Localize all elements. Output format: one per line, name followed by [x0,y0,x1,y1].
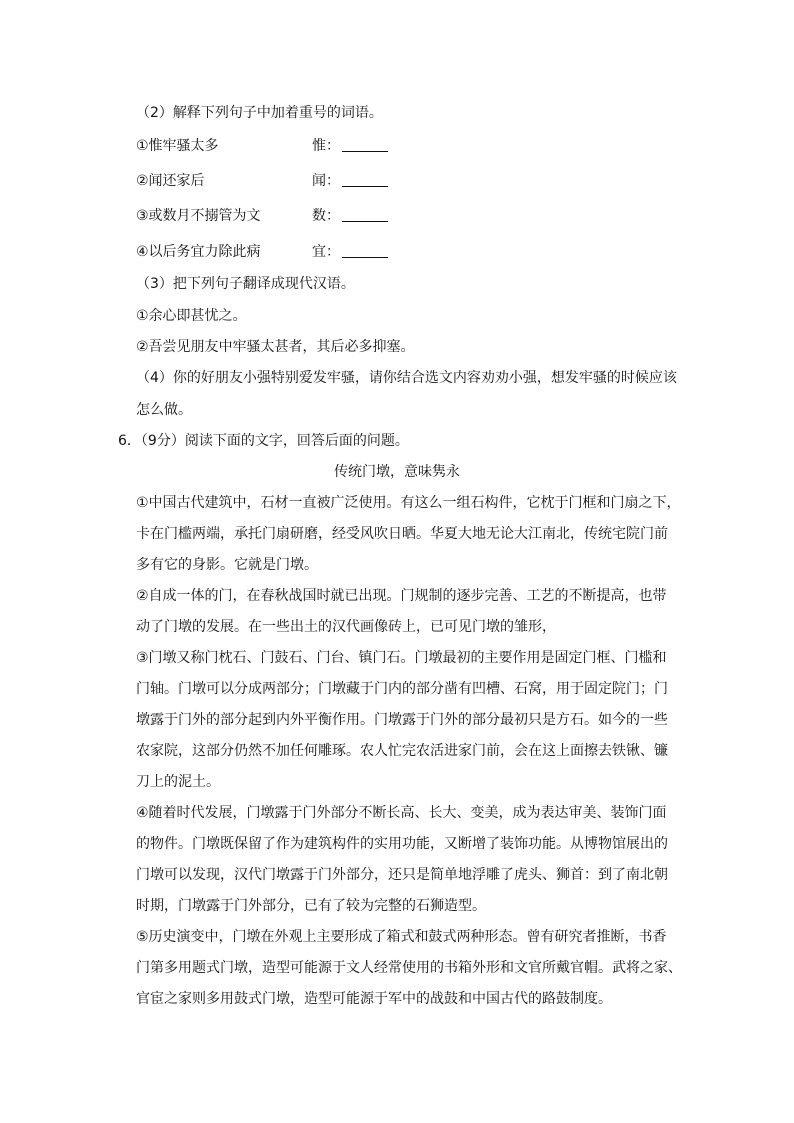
q3-item-1: ①余心即甚忧之。 [136,308,247,324]
q2-item-4-label: 宜： [312,244,340,260]
q2-item-2-sentence: ②闻还家后 [136,173,205,189]
q2-item-2-answer [312,171,388,191]
paragraph-1-line-2: 卡在门槛两端，承托门扇研磨，经受风吹日晒。华夏大地无论大江南北，传统宅院门前 [136,526,668,542]
paragraph-3-line-3: 墩露于门外的部分起到内外平衡作用。门墩露于门外的部分最初只是方石。如今的一些 [136,712,668,728]
paragraph-1-line-1: ①中国古代建筑中，石材一直被广泛使用。有这么一组石构件，它枕于门框和门扇之下， [136,495,681,511]
q2-item-2-blank[interactable] [342,172,388,187]
q3-item-2: ②吾尝见朋友中牢骚太甚者，其后必多抑塞。 [136,339,415,355]
paragraph-3-line-1: ③门墩又称门枕石、门鼓石、门台、镇门石。门墩最初的主要作用是固定门框、门槛和 [136,650,667,666]
q2-item-4-blank[interactable] [342,243,388,258]
paragraph-4-line-2: 的物件。门墩既保留了作为建筑构件的实用功能，又断增了装饰功能。从博物馆展出的 [136,836,668,852]
q2-item-2-label: 闻： [312,173,340,189]
article-paragraph-3 [136,643,668,798]
q3-heading: （3）把下列句子翻译成现代汉语。 [136,276,355,292]
q4-line-1: （4）你的好朋友小强特别爱发牢骚，请你结合选文内容劝劝小强，想发牢骚的时候应该 [136,370,677,386]
q2-item-4-sentence: ④以后务宜力除此病 [136,244,261,260]
q2-item-1-label: 惟： [312,138,340,154]
q2-item-3-label: 数： [312,208,340,224]
q2-item-1-blank[interactable] [342,137,388,152]
paragraph-4-line-4: 时期，门墩露于门外部分，已有了较为完整的石狮造型。 [136,898,486,914]
paragraph-2-line-1: ②自成一体的门，在春秋战国时就已出现。门规制的逐步完善、工艺的不断提高，也带 [136,588,667,604]
paragraph-3-line-5: 刀上的泥土。 [136,774,220,790]
paragraph-5-line-1: ⑤历史演变中，门墩在外观上主要形成了箱式和鼓式两种形态。曾有研究者推断，书香 [136,929,667,945]
article-paragraph-4 [136,798,668,922]
article-paragraph-5 [136,922,682,1015]
article-title: 传统门墩，意味隽永 [334,464,460,480]
article-paragraph-1 [136,488,681,581]
paragraph-4-line-1: ④随着时代发展，门墩露于门外部分不断长高、长大、变美，成为表达审美、装饰门面 [136,805,667,821]
q2-item-1-sentence: ①惟牢骚太多 [136,138,219,154]
paragraph-5-line-3: 官宦之家则多用鼓式门墩，造型可能源于军中的战鼓和中国古代的路鼓制度。 [136,991,612,1007]
q4-line-2: 怎么做。 [136,402,192,418]
paragraph-4-line-3: 门墩可以发现，汉代门墩露于门外部分，还只是简单地浮雕了虎头、狮首：到了南北朝 [136,867,668,883]
q2-item-1-answer [312,136,388,156]
article-paragraph-2 [136,581,667,643]
q2-item-3-answer [312,206,388,226]
paragraph-5-line-2: 门第多用题式门墩，造型可能源于文人经常使用的书箱外形和文官所戴官帽。武将之家、 [136,960,682,976]
q6-heading: 6．（9分）阅读下面的文字，回答后面的问题。 [118,433,409,449]
q2-heading: （2）解释下列句子中加着重号的词语。 [136,105,383,121]
paragraph-3-line-4: 农家院，这部分仍然不加任何雕琢。农人忙完农活进家门前，会在这上面擦去铁锹、镰 [136,743,668,759]
q2-item-3-sentence: ③或数月不搦管为文 [136,208,261,224]
q2-item-4-answer [312,242,388,262]
paragraph-2-line-2: 动了门墩的发展。在一些出土的汉代画像砖上，已可见门墩的雏形， [136,619,556,635]
paragraph-3-line-2: 门轴。门墩可以分成两部分；门墩藏于门内的部分凿有凹槽、石窝，用于固定院门；门 [136,681,668,697]
q2-item-3-blank[interactable] [342,207,388,222]
paragraph-1-line-3: 多有它的身影。它就是门墩。 [136,557,318,573]
